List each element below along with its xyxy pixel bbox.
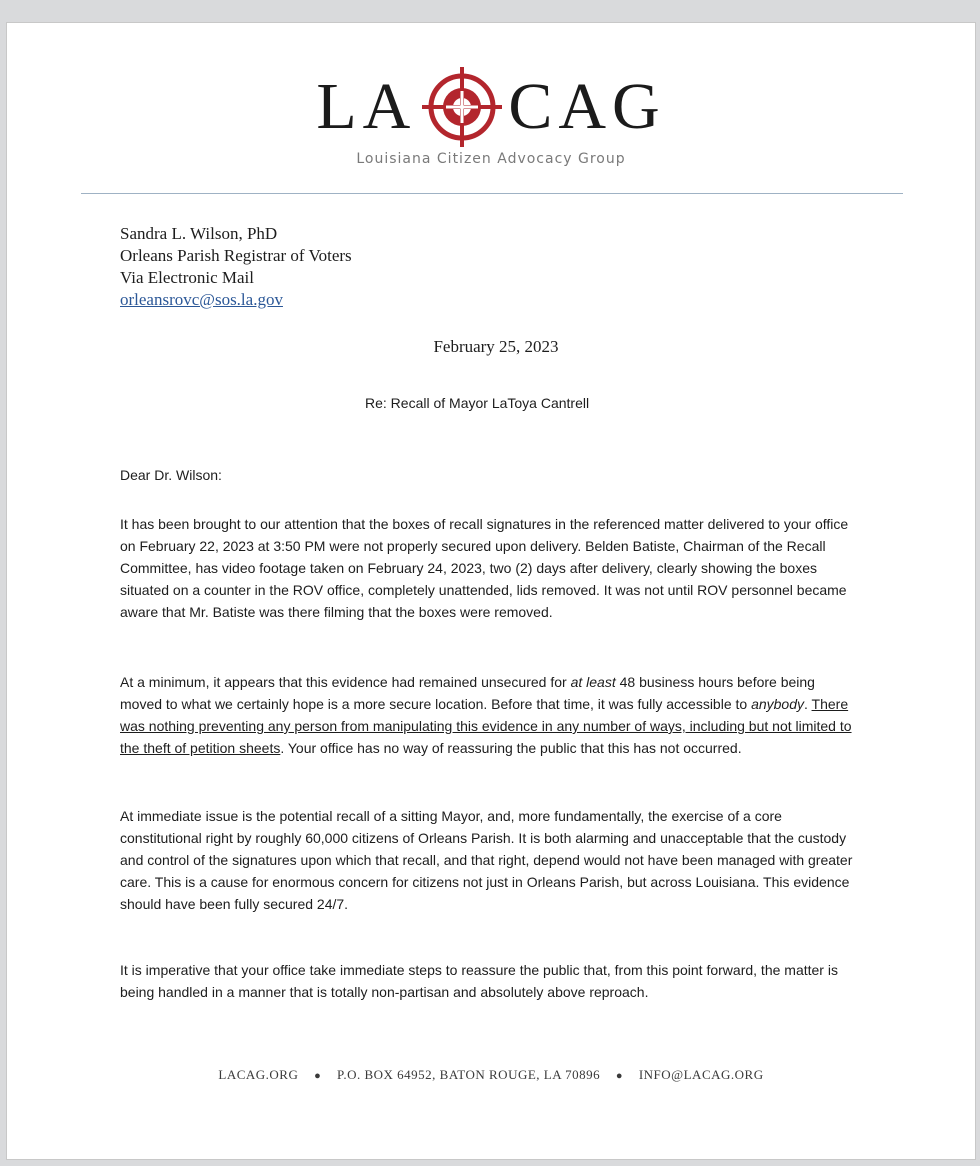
footer-email: INFO@LACAG.ORG (638, 1067, 764, 1082)
tagline: Louisiana Citizen Advocacy Group (356, 151, 626, 167)
footer-website: LACAG.ORG (218, 1067, 299, 1082)
letter-page (6, 22, 976, 1160)
paragraph-2-emphasis: at least (570, 674, 616, 690)
paragraph-2 (120, 671, 860, 759)
recipient-block (120, 223, 352, 311)
paragraph-2-text: . (804, 696, 812, 712)
paragraph-1: It has been brought to our attention that the boxes of recall signatures in the referenced matter delivered to your office on February 22, 2023 at 3:50 PM were not properly secured upon delivery. Belden Batiste, Chairman of the Recall Committee, has video footage taken on February 24, 2023, two (2) days after delivery, clearly showing the boxes situated on a counter in the ROV office, completely unattended, lids removed. It was not until ROV personnel became aware that Mr. Batiste was there filming that the boxes were removed. (120, 516, 849, 620)
letter-footer (7, 1067, 975, 1083)
delivery-method: Via Electronic Mail (120, 268, 254, 287)
paragraph-2-underlined: There was nothing preventing any person from manipulating this evidence in any number of ways, including but not limited to the theft of petition sheets (120, 696, 852, 756)
recipient-email-link[interactable]: orleansrovc@sos.la.gov (120, 290, 283, 309)
letter-date: February 25, 2023 (433, 337, 559, 356)
logo-text-right: CAG (508, 70, 666, 143)
recipient-title: Orleans Parish Registrar of Voters (120, 246, 352, 265)
letterhead-divider (81, 193, 903, 194)
logo (7, 65, 975, 149)
paragraph-3: At immediate issue is the potential recall of a sitting Mayor, and, more fundamentally, the exercise of a core constitutional right by roughly 60,000 citizens of Orleans Parish. It is both alarming and unacceptable that the custody and control of the signatures upon which that recall, and that right, depend would not have been managed with greater care. This is a cause for enormous concern for citizens not just in Orleans Parish, but across Louisiana. This evidence should have been fully secured 24/7. (120, 808, 853, 912)
paragraph-2-text: 48 business hours before being moved to what we certainly hope is a more secure location. Before that time, it was fully accessible to (120, 674, 815, 712)
letterhead (7, 65, 975, 167)
crosshair-logo-icon (420, 65, 504, 149)
paragraph-4: It is imperative that your office take immediate steps to reassure the public that, from this point forward, the matter is being handled in a manner that is totally non-partisan and absolutely above reproach. (120, 962, 838, 1000)
paragraph-2-emphasis: anybody (751, 696, 805, 712)
salutation: Dear Dr. Wilson: (120, 467, 222, 483)
subject-line: Re: Recall of Mayor LaToya Cantrell (365, 395, 590, 411)
footer-address: P.O. BOX 64952, BATON ROUGE, LA 70896 (337, 1067, 601, 1082)
paragraph-2-text: . Your office has no way of reassuring the public that this has not occurred. (280, 740, 742, 756)
logo-text-left: LA (316, 70, 417, 143)
footer-separator: ● (314, 1070, 322, 1082)
paragraph-2-text: At a minimum, it appears that this evidence had remained unsecured for (120, 674, 571, 690)
footer-separator: ● (615, 1070, 624, 1082)
recipient-name: Sandra L. Wilson, PhD (120, 224, 278, 243)
